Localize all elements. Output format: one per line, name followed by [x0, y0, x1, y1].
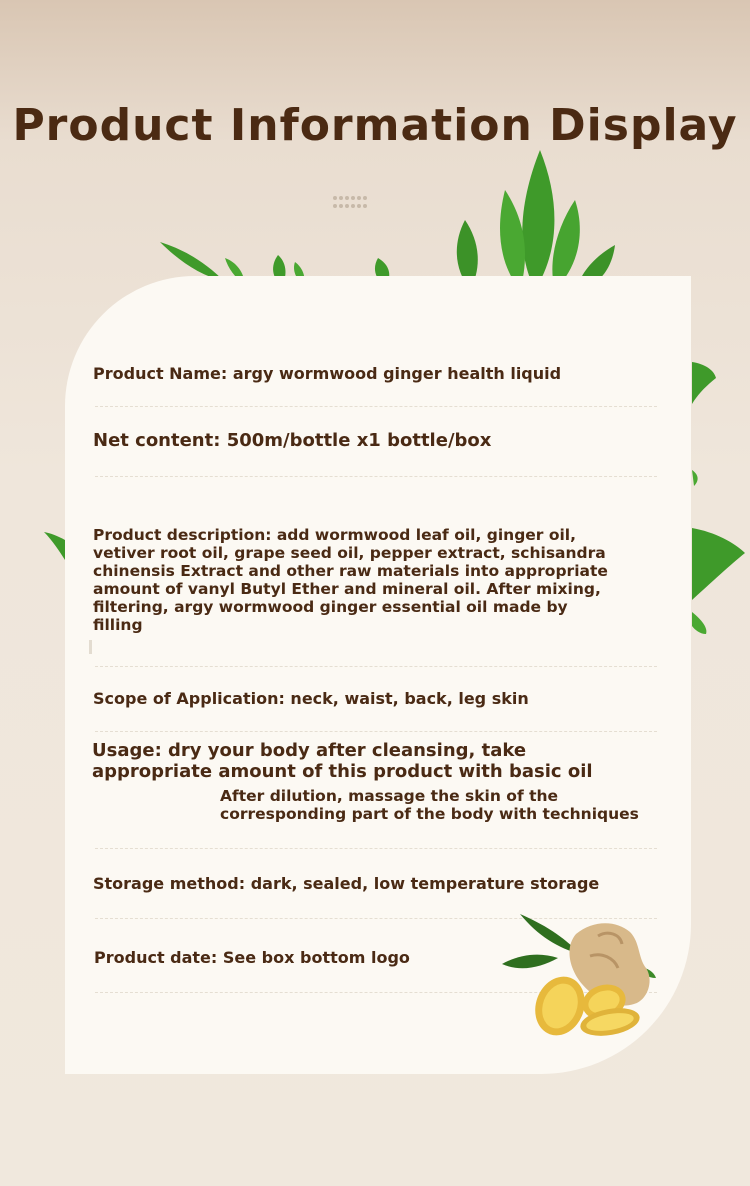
divider — [95, 731, 657, 732]
storage-text: Storage method: dark, sealed, low temperature storage — [93, 874, 600, 893]
dot-grid-ornament — [333, 196, 369, 210]
usage-text: Usage: dry your body after cleansing, take appropriate amount of this product with basic oil — [92, 740, 593, 782]
net-content-text: Net content: 500m/bottle x1 bottle/box — [93, 430, 492, 451]
divider — [95, 848, 657, 849]
divider — [95, 476, 657, 477]
ginger-root-image — [498, 906, 660, 1042]
product-description-text: Product description: add wormwood leaf oil, ginger oil, vetiver root oil, grape seed oil, pepper extract, schisandra chinensis Extract and other raw materials into appropriate amount of vanyl Butyl Ether and mineral oil. After mixing, filtering, argy wormwood ginger essential oil made by filling — [93, 526, 608, 634]
page-title: Product Information Display — [12, 100, 738, 151]
divider — [95, 406, 657, 407]
usage-detail-text: After dilution, massage the skin of the corresponding part of the body with techniques — [220, 787, 639, 823]
divider — [95, 666, 657, 667]
scope-text: Scope of Application: neck, waist, back, leg skin — [93, 689, 529, 708]
text-marker — [89, 640, 92, 654]
product-date-text: Product date: See box bottom logo — [94, 948, 410, 967]
product-name-text: Product Name: argy wormwood ginger health liquid — [93, 364, 562, 383]
